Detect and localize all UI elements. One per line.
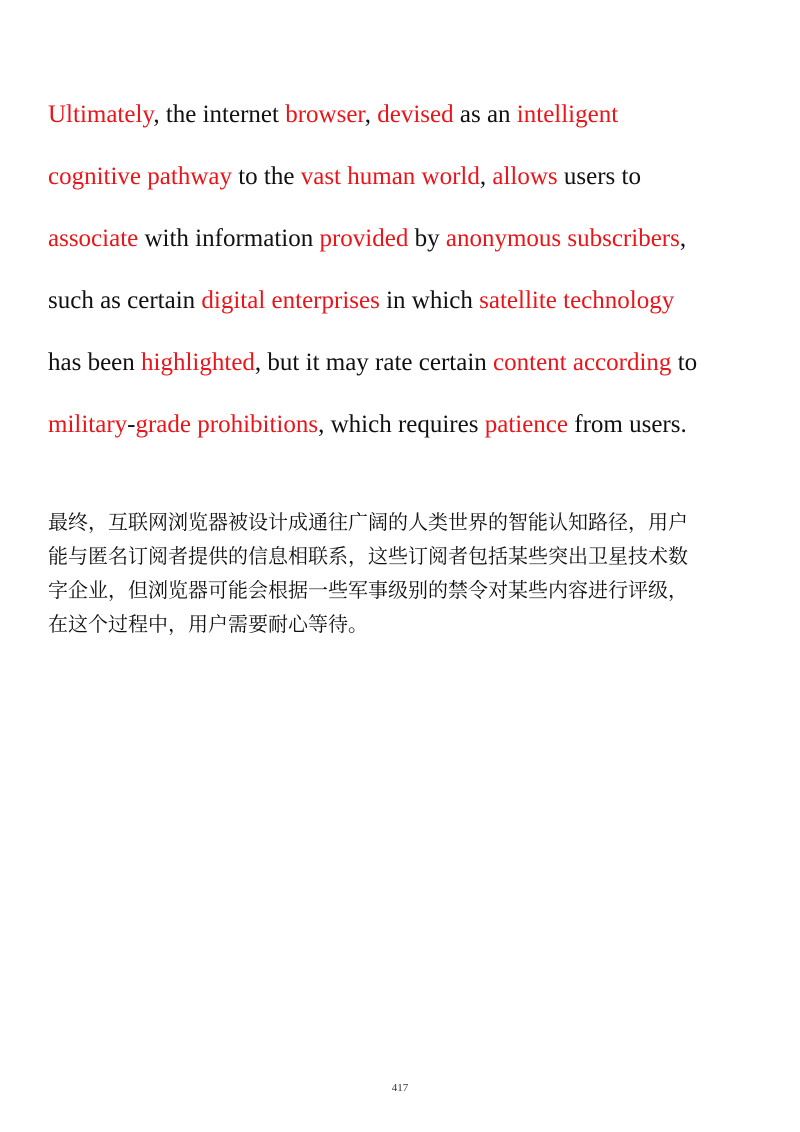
plain-text: by xyxy=(408,225,446,252)
plain-text: , the internet xyxy=(153,101,286,128)
english-line xyxy=(48,208,768,270)
highlighted-term: intelligent xyxy=(516,101,619,128)
plain-text: , which requires xyxy=(318,411,485,438)
english-line xyxy=(48,394,768,456)
highlighted-term: allows xyxy=(492,163,558,190)
highlighted-term: anonymous subscribers xyxy=(445,225,680,252)
plain-text: , xyxy=(679,225,687,252)
plain-text: users to xyxy=(557,163,641,190)
highlighted-term: devised xyxy=(377,101,454,128)
highlighted-term: cognitive pathway xyxy=(48,163,232,190)
english-paragraph xyxy=(48,84,768,456)
plain-text: has been xyxy=(48,349,142,376)
chinese-line: 字企业，但浏览器可能会根据一些军事级别的禁令对某些内容进行评级， xyxy=(48,578,688,602)
highlighted-term: content according xyxy=(493,349,672,376)
plain-text: to the xyxy=(231,163,301,190)
highlighted-term: associate xyxy=(48,225,139,252)
chinese-line: 最终，互联网浏览器被设计成通往广阔的人类世界的智能认知路径，用户 xyxy=(48,510,688,534)
plain-text: with information xyxy=(138,225,320,252)
highlighted-term: browser xyxy=(285,101,365,128)
highlighted-term: highlighted xyxy=(141,349,255,376)
plain-text: to xyxy=(671,349,698,376)
plain-text: , but it may rate certain xyxy=(254,349,494,376)
page-number: 417 xyxy=(391,1082,409,1094)
highlighted-term: grade prohibitions xyxy=(135,411,319,438)
plain-text: as an xyxy=(453,101,517,128)
plain-text: in which xyxy=(379,287,480,314)
plain-text: , xyxy=(479,163,493,190)
chinese-line: 在这个过程中，用户需要耐心等待。 xyxy=(48,612,368,636)
highlighted-term: patience xyxy=(484,411,568,438)
highlighted-term: satellite technology xyxy=(479,287,675,314)
highlighted-term: digital enterprises xyxy=(201,287,380,314)
highlighted-term: military xyxy=(48,411,128,438)
chinese-paragraph xyxy=(48,505,768,641)
highlighted-term: provided xyxy=(319,225,409,252)
chinese-line: 能与匿名订阅者提供的信息相联系，这些订阅者包括某些突出卫星技术数 xyxy=(48,544,688,568)
english-line xyxy=(48,146,768,208)
plain-text: - xyxy=(127,411,136,438)
english-line xyxy=(48,84,768,146)
plain-text: from users. xyxy=(568,411,687,438)
english-line xyxy=(48,270,768,332)
plain-text: , xyxy=(364,101,378,128)
plain-text: such as certain xyxy=(48,287,202,314)
english-line xyxy=(48,332,768,394)
highlighted-term: Ultimately xyxy=(48,101,154,128)
highlighted-term: vast human world xyxy=(300,163,480,190)
